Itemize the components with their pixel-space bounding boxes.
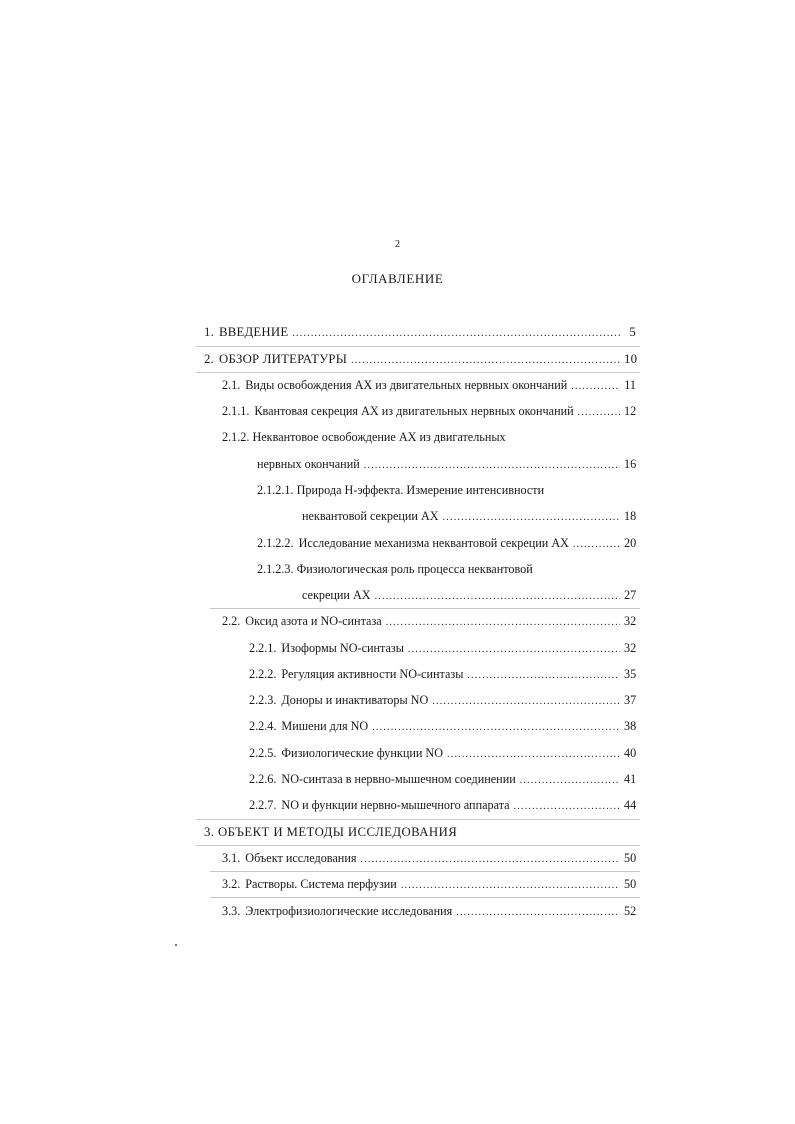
toc-entry-page: 44	[624, 798, 637, 812]
toc-entry-number: 1.	[204, 325, 214, 339]
toc-entry-page: 32	[624, 614, 637, 628]
dot-leader	[573, 537, 620, 553]
toc-entry-page: 40	[624, 746, 637, 760]
dot-leader	[571, 379, 620, 395]
toc-entry-page: 50	[624, 877, 637, 891]
toc-entry-2-2-6[interactable]	[249, 771, 636, 789]
toc-entry-number: 2.1.2.2.	[257, 536, 294, 550]
toc-entry-page: 10	[624, 352, 638, 366]
toc-entry-number: 2.	[204, 352, 214, 366]
toc-entry-page: 27	[624, 588, 637, 602]
toc-entry-number: 2.1.2.3.	[257, 562, 294, 576]
toc-entry-3-2[interactable]	[222, 876, 636, 894]
dot-leader	[292, 326, 620, 342]
toc-entry-text: ОБЗОР ЛИТЕРАТУРЫ	[219, 352, 348, 366]
toc-entry-3[interactable]	[204, 824, 457, 840]
toc-title: ОГЛАВЛЕНИЕ	[351, 271, 444, 286]
toc-entry-2-2-7[interactable]	[249, 797, 636, 815]
dot-leader	[514, 799, 620, 815]
toc-entry-2-1-2-3[interactable]	[257, 561, 533, 577]
toc-entry-number: 2.2.	[222, 614, 241, 628]
toc-entry-2-1-2-1-cont[interactable]	[302, 508, 636, 526]
dot-leader	[401, 878, 620, 894]
toc-entry-text-continued: нервных окончаний	[257, 457, 360, 471]
divider	[210, 897, 640, 898]
toc-entry-number: 2.2.3.	[249, 693, 277, 707]
scan-speck	[175, 944, 177, 946]
toc-entry-page: 5	[629, 325, 636, 339]
divider	[196, 845, 640, 846]
toc-entry-page: 32	[624, 641, 637, 655]
toc-entry-number: 2.1.2.	[222, 430, 250, 444]
toc-entry-text: Виды освобождения АХ из двигательных нервных окончаний	[245, 378, 568, 392]
toc-entry-page: 12	[624, 404, 637, 418]
divider	[196, 346, 640, 347]
dot-leader	[364, 458, 620, 474]
page-number: 2	[395, 239, 400, 250]
toc-entry-number: 3.3.	[222, 904, 241, 918]
divider	[196, 372, 640, 373]
toc-entry-2-2-2[interactable]	[249, 666, 636, 684]
toc-entry-text: NO и функции нервно-мышечного аппарата	[281, 798, 510, 812]
toc-entry-text: Неквантовое освобождение АХ из двигательных	[252, 430, 506, 444]
toc-entry-text: Электрофизиологические исследования	[245, 904, 453, 918]
dot-leader	[456, 905, 620, 921]
toc-entry-2[interactable]	[204, 351, 636, 369]
toc-entry-text: Природа Н-эффекта. Измерение интенсивности	[296, 483, 545, 497]
divider	[196, 819, 640, 820]
toc-entry-2-2[interactable]	[222, 613, 636, 631]
toc-entry-2-1-2-cont[interactable]	[257, 456, 636, 474]
dot-leader	[351, 353, 620, 369]
toc-entry-page: 11	[624, 378, 636, 392]
dot-leader	[467, 668, 620, 684]
toc-entry-2-1-2-2[interactable]	[257, 535, 636, 553]
toc-entry-number: 3.2.	[222, 877, 241, 891]
toc-entry-page: 50	[624, 851, 637, 865]
toc-entry-text: Растворы. Система перфузии	[245, 877, 397, 891]
dot-leader	[386, 615, 620, 631]
toc-entry-number: 2.2.2.	[249, 667, 277, 681]
toc-entry-number: 2.2.7.	[249, 798, 277, 812]
toc-entry-text: NO-синтаза в нервно-мышечном соединении	[281, 772, 516, 786]
toc-entry-3-1[interactable]	[222, 850, 636, 868]
toc-entry-2-1-2-1[interactable]	[257, 482, 544, 498]
toc-entry-2-1-2-3-cont[interactable]	[302, 587, 636, 605]
dot-leader	[520, 773, 620, 789]
dot-leader	[578, 405, 620, 421]
toc-entry-text: ВВЕДЕНИЕ	[219, 325, 289, 339]
toc-entry-page: 52	[624, 904, 637, 918]
toc-entry-1[interactable]	[204, 324, 636, 342]
toc-entry-page: 37	[624, 693, 637, 707]
dot-leader	[447, 747, 620, 763]
dot-leader	[372, 720, 620, 736]
toc-entry-number: 3.	[204, 825, 215, 839]
dot-leader	[432, 694, 620, 710]
toc-entry-page: 16	[624, 457, 637, 471]
dot-leader	[360, 852, 620, 868]
dot-leader	[408, 642, 620, 658]
toc-entry-number: 2.2.5.	[249, 746, 277, 760]
toc-entry-2-1[interactable]	[222, 377, 636, 395]
toc-entry-page: 20	[624, 536, 637, 550]
toc-entry-number: 2.1.1.	[222, 404, 250, 418]
toc-entry-2-2-5[interactable]	[249, 745, 636, 763]
toc-entry-2-1-1[interactable]	[222, 403, 636, 421]
toc-entry-3-3[interactable]	[222, 903, 636, 921]
toc-entry-text: Регуляция активности NO-синтазы	[281, 667, 464, 681]
toc-entry-2-2-3[interactable]	[249, 692, 636, 710]
toc-entry-page: 35	[624, 667, 637, 681]
toc-entry-2-1-2[interactable]	[222, 429, 506, 445]
toc-entry-text: Квантовая секреция АХ из двигательных нервных окончаний	[254, 404, 574, 418]
toc-entry-number: 2.2.6.	[249, 772, 277, 786]
toc-entry-text: Оксид азота и NO-синтаза	[245, 614, 382, 628]
toc-entry-number: 2.2.4.	[249, 719, 277, 733]
toc-entry-text: Мишени для NO	[281, 719, 369, 733]
dot-leader	[443, 510, 620, 526]
toc-entry-text: Физиологическая роль процесса неквантовой	[296, 562, 533, 576]
toc-entry-text: Исследование механизма неквантовой секреции АХ	[298, 536, 569, 550]
toc-entry-text: Доноры и инактиваторы NO	[281, 693, 429, 707]
toc-entry-page: 38	[624, 719, 637, 733]
toc-entry-number: 2.2.1.	[249, 641, 277, 655]
toc-entry-text-continued: неквантовой секреции АХ	[302, 509, 439, 523]
toc-entry-text: Физиологические функции NO	[281, 746, 444, 760]
toc-entry-2-2-4[interactable]	[249, 718, 636, 736]
toc-entry-text: Объект исследования	[245, 851, 357, 865]
divider	[210, 608, 640, 609]
toc-entry-number: 2.1.2.1.	[257, 483, 294, 497]
toc-entry-page: 18	[624, 509, 637, 523]
toc-entry-number: 2.1.	[222, 378, 241, 392]
divider	[210, 871, 640, 872]
toc-entry-text: ОБЪЕКТ И МЕТОДЫ ИССЛЕДОВАНИЯ	[218, 825, 458, 839]
toc-entry-text: Изоформы NO-синтазы	[281, 641, 404, 655]
toc-entry-number: 3.1.	[222, 851, 241, 865]
toc-entry-text-continued: секреции АХ	[302, 588, 371, 602]
toc-entry-page: 41	[624, 772, 637, 786]
toc-entry-2-2-1[interactable]	[249, 640, 636, 658]
dot-leader	[375, 589, 620, 605]
